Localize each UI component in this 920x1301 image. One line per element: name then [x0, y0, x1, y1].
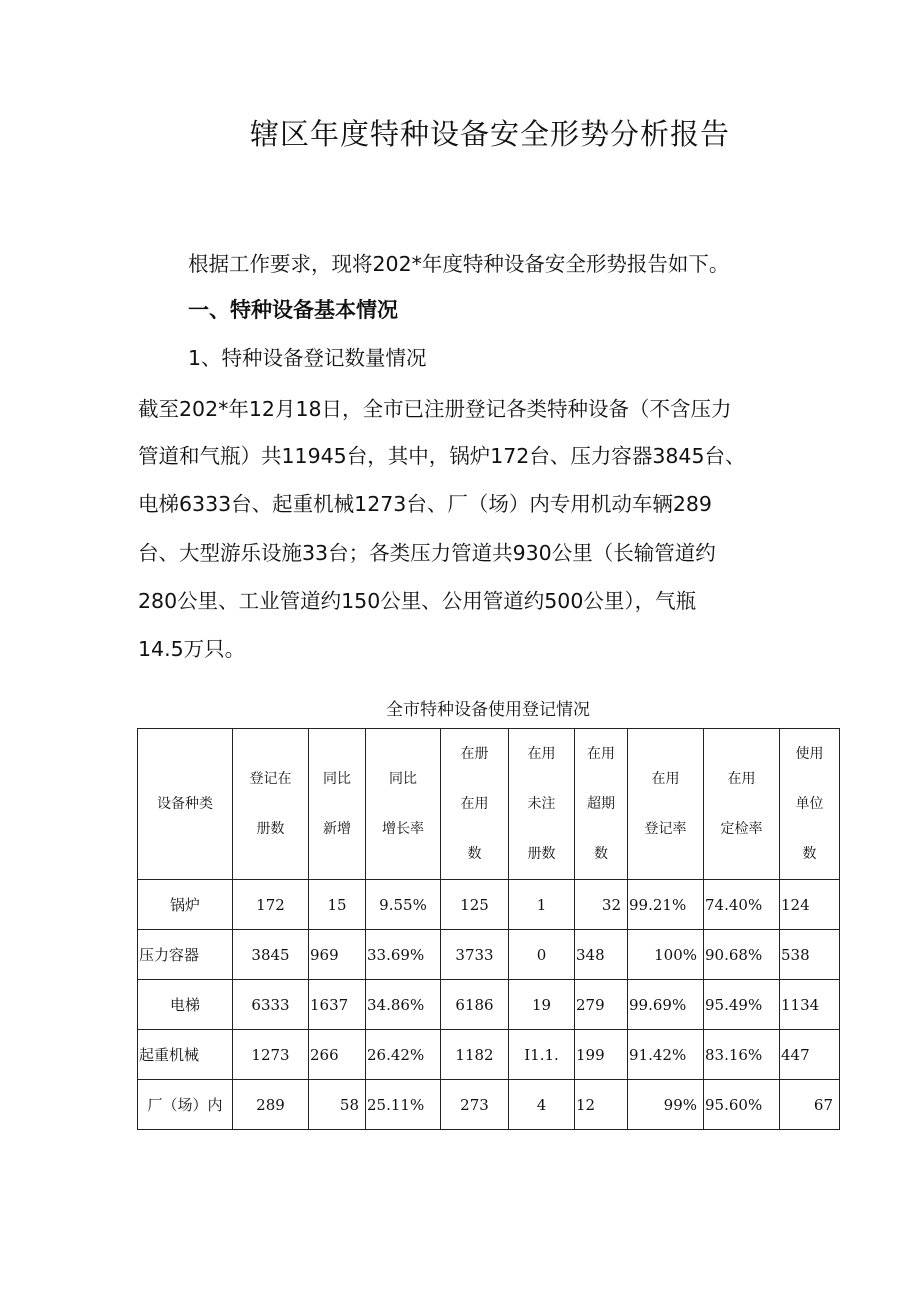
cell: 1637 — [309, 980, 366, 1030]
body-line: 电梯6333台、起重机械1273台、厂（场）内专用机动车辆289 — [138, 492, 712, 516]
cell: 273 — [441, 1080, 509, 1130]
body-line: 14.5万只。 — [138, 637, 246, 661]
cell: 58 — [309, 1080, 366, 1130]
cell: 6333 — [233, 980, 309, 1030]
cell: 3845 — [233, 930, 309, 980]
header-in-use-overdue: 在用 超期 数 — [575, 729, 628, 880]
section-heading: 一、特种设备基本情况 — [188, 298, 398, 322]
cell: 34.86% — [366, 980, 441, 1030]
table-row — [138, 930, 840, 980]
cell: 969 — [309, 930, 366, 980]
header-in-use-registered: 在册 在用 数 — [441, 729, 509, 880]
cell: 25.11% — [366, 1080, 441, 1130]
header-in-use-unregistered: 在用 未注 册数 — [509, 729, 575, 880]
body-line: 管道和气瓶）共11945台，其中，锅炉172台、压力容器3845台、 — [138, 444, 746, 468]
header-user-units: 使用 单位 数 — [780, 729, 840, 880]
cell: 83.16% — [704, 1030, 780, 1080]
header-yoy-new: 同比 新增 — [309, 729, 366, 880]
body-line: 截至202*年12月18日，全市已注册登记各类特种设备（不含压力 — [138, 397, 732, 421]
header-yoy-growth: 同比 增长率 — [366, 729, 441, 880]
cell: 1182 — [441, 1030, 509, 1080]
cell: 3733 — [441, 930, 509, 980]
body-line: 台、大型游乐设施33台；各类压力管道共930公里（长输管道约 — [138, 541, 716, 565]
cell: 289 — [233, 1080, 309, 1130]
table-row — [138, 980, 840, 1030]
cell: 32 — [575, 880, 628, 930]
header-equipment-type: 设备种类 — [138, 729, 233, 880]
table-row — [138, 1030, 840, 1080]
cell: I1.1. — [509, 1030, 575, 1080]
cell-type: 起重机械 — [138, 1030, 233, 1080]
cell: 95.49% — [704, 980, 780, 1030]
cell: 99.21% — [628, 880, 704, 930]
cell: 9.55% — [366, 880, 441, 930]
table-caption: 全市特种设备使用登记情况 — [386, 700, 590, 720]
table-header-row — [138, 729, 840, 880]
cell: 12 — [575, 1080, 628, 1130]
cell: 19 — [509, 980, 575, 1030]
cell: 1134 — [780, 980, 840, 1030]
cell: 74.40% — [704, 880, 780, 930]
cell: 199 — [575, 1030, 628, 1080]
cell: 172 — [233, 880, 309, 930]
cell: 538 — [780, 930, 840, 980]
table-row — [138, 1080, 840, 1130]
cell: 6186 — [441, 980, 509, 1030]
cell-type: 锅炉 — [138, 880, 233, 930]
cell: 279 — [575, 980, 628, 1030]
cell-type: 厂（场）内 — [138, 1080, 233, 1130]
subsection-heading: 1、特种设备登记数量情况 — [188, 346, 427, 370]
cell: 33.69% — [366, 930, 441, 980]
cell: 447 — [780, 1030, 840, 1080]
header-registered-count: 登记在 册数 — [233, 729, 309, 880]
cell: 67 — [780, 1080, 840, 1130]
cell: 0 — [509, 930, 575, 980]
cell: 124 — [780, 880, 840, 930]
table-row — [138, 880, 840, 930]
cell: 1 — [509, 880, 575, 930]
cell: 100% — [628, 930, 704, 980]
cell: 26.42% — [366, 1030, 441, 1080]
cell: 266 — [309, 1030, 366, 1080]
cell: 95.60% — [704, 1080, 780, 1130]
cell: 125 — [441, 880, 509, 930]
header-inspection-rate: 在用 定检率 — [704, 729, 780, 880]
cell: 4 — [509, 1080, 575, 1130]
registration-table — [137, 728, 840, 1130]
body-line: 280公里、工业管道约150公里、公用管道约500公里），气瓶 — [138, 589, 697, 613]
document-title: 辖区年度特种设备安全形势分析报告 — [249, 117, 730, 151]
header-registration-rate: 在用 登记率 — [628, 729, 704, 880]
cell-type: 电梯 — [138, 980, 233, 1030]
cell: 99% — [628, 1080, 704, 1130]
cell: 99.69% — [628, 980, 704, 1030]
cell: 348 — [575, 930, 628, 980]
cell: 15 — [309, 880, 366, 930]
cell: 90.68% — [704, 930, 780, 980]
cell: 1273 — [233, 1030, 309, 1080]
cell-type: 压力容器 — [138, 930, 233, 980]
intro-paragraph: 根据工作要求，现将202*年度特种设备安全形势报告如下。 — [188, 252, 730, 276]
cell: 91.42% — [628, 1030, 704, 1080]
